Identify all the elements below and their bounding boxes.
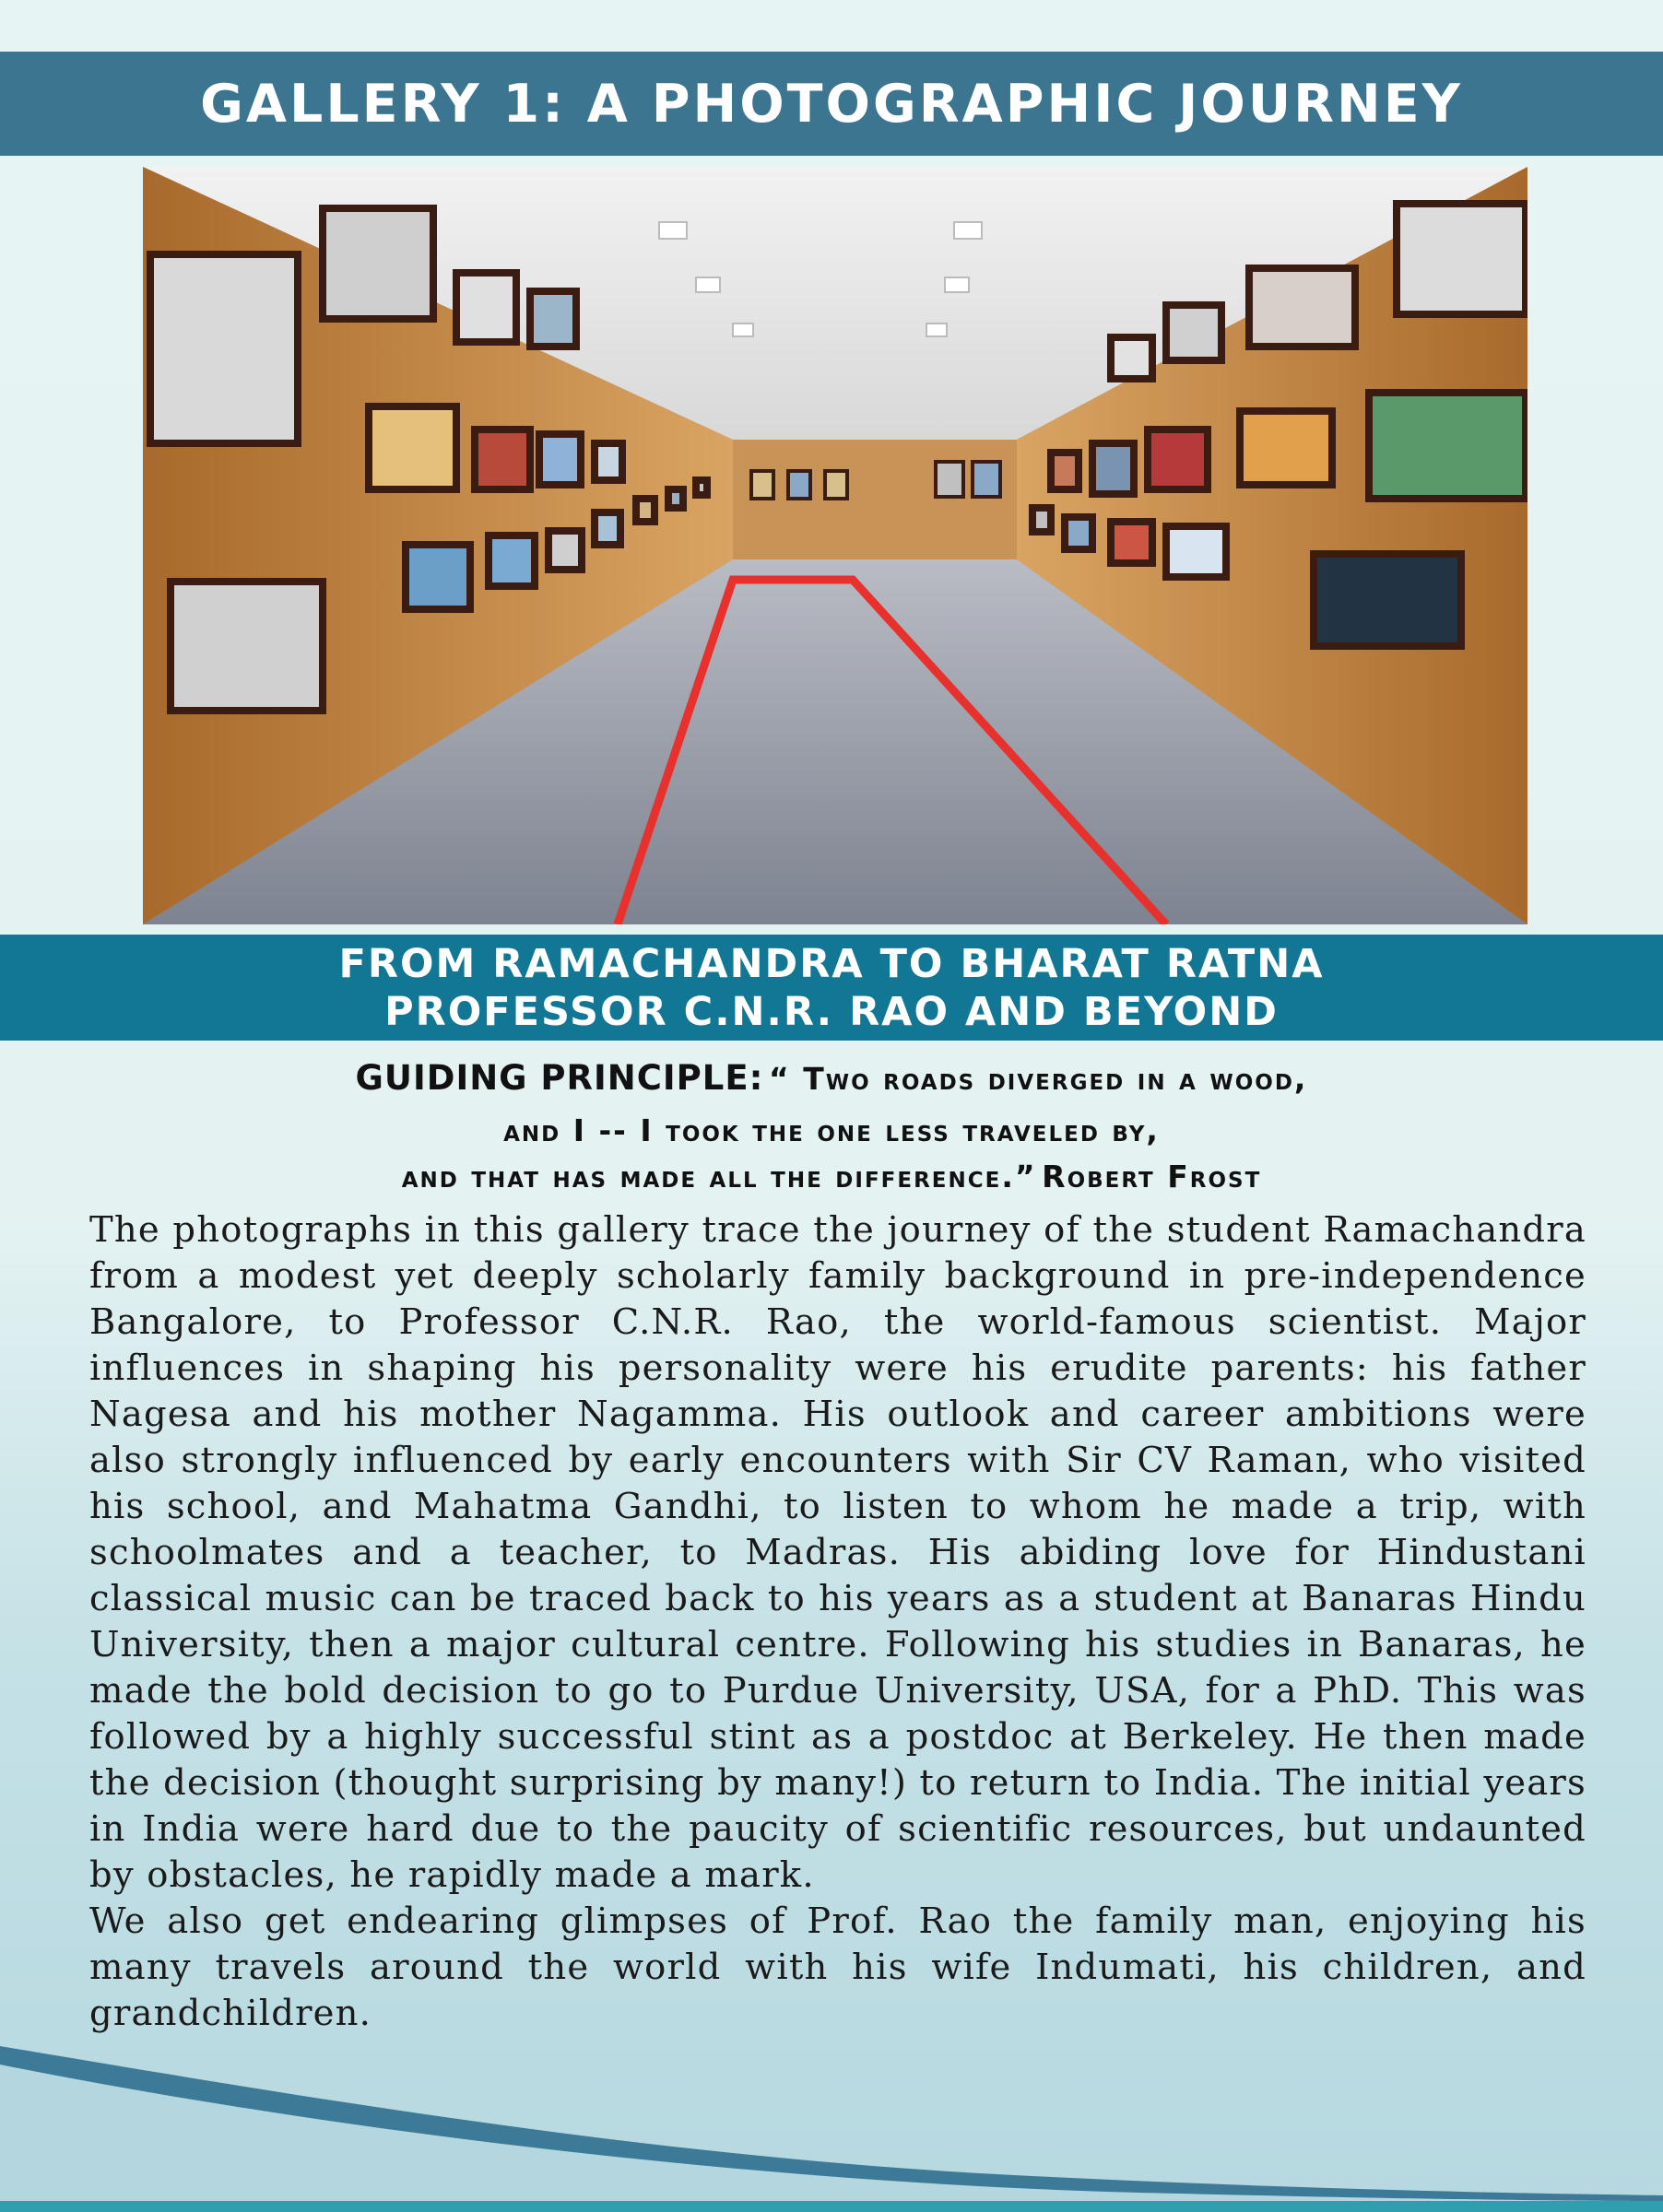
quote-line-1: “ Two roads diverged in a wood, bbox=[769, 1061, 1308, 1097]
page-title: GALLERY 1: A PHOTOGRAPHIC JOURNEY bbox=[200, 73, 1463, 135]
footer-strip bbox=[0, 2201, 1663, 2212]
body-text bbox=[89, 1207, 1586, 2037]
subtitle-banner bbox=[0, 935, 1663, 1041]
footer-wave bbox=[0, 2028, 1663, 2212]
quote-author: Robert Frost bbox=[1042, 1159, 1262, 1194]
principle-line-3 bbox=[0, 1154, 1663, 1206]
footer-wave-light bbox=[0, 2065, 1663, 2212]
paragraph-1: The photographs in this gallery trace the journey of the student Ramachandra from a modest yet deeply scholarly family background in pre-independence Bangalore, to Professor C.N.R. Rao, the world-famous scientist. Major influences in shaping his personality were his erudite parents: his father Nagesa and his mother Nagamma. His outlook and career ambitions were also strongly influenced by early encounters with Sir CV Raman, who visited his school, and Mahatma Gandhi, to listen to whom he made a trip, with schoolmates and a teacher, to Madras. His abiding love for Hindustani classical music can be traced back to his years as a student at Banaras Hindu University, then a major cultural centre. Following his studies in Banaras, he made the bold decision to go to Purdue University, USA, for a PhD. This was followed by a highly successful stint as a postdoc at Berkeley. He then made the decision (thought surprising by many!) to return to India. The initial years in India were hard due to the paucity of scientific resources, but undaunted by obstacles, he rapidly made a mark. bbox=[89, 1209, 1586, 1896]
subtitle-line-2: PROFESSOR C.N.R. RAO AND BEYOND bbox=[384, 988, 1279, 1035]
title-banner bbox=[0, 52, 1663, 156]
principle-label: GUIDING PRINCIPLE: bbox=[355, 1058, 764, 1098]
quote-line-3: and that has made all the difference.” bbox=[401, 1159, 1037, 1194]
back-wall bbox=[733, 440, 1017, 559]
subtitle-line-1: FROM RAMACHANDRA TO BHARAT RATNA bbox=[338, 940, 1325, 987]
paragraph-2: We also get endearing glimpses of Prof. Rao the family man, enjoying his many travels around the world with his wife Indumati, his children, and grandchildren. bbox=[89, 1900, 1586, 2034]
principle-line-1 bbox=[0, 1055, 1663, 1108]
quote-line-2: and I -- I took the one less traveled by, bbox=[503, 1112, 1160, 1148]
guiding-principle bbox=[0, 1055, 1663, 1206]
gallery-photo bbox=[143, 167, 1527, 924]
